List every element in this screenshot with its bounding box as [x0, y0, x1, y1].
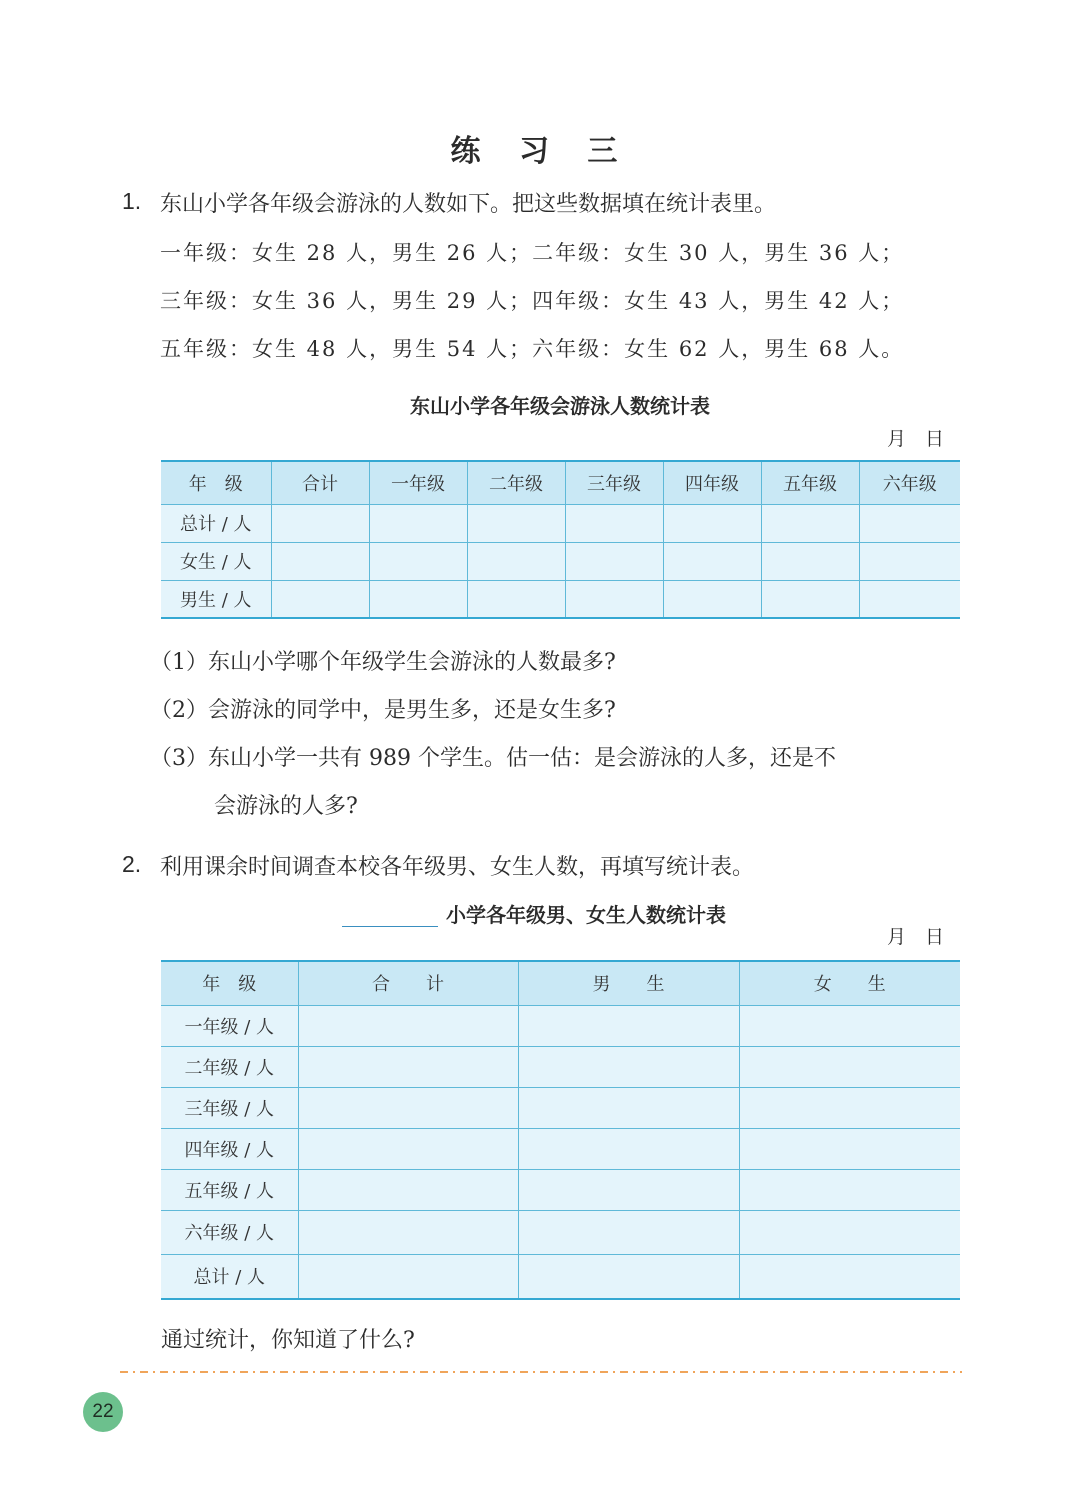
input-cell[interactable]	[859, 542, 960, 580]
header-cell: 四年级	[663, 461, 761, 504]
input-cell[interactable]	[663, 542, 761, 580]
q1-sub-question-1	[150, 645, 616, 676]
input-cell[interactable]	[739, 1046, 960, 1087]
input-cell[interactable]	[761, 504, 859, 542]
input-cell[interactable]	[859, 580, 960, 618]
input-cell[interactable]	[739, 1128, 960, 1169]
input-cell[interactable]	[739, 1169, 960, 1210]
input-cell[interactable]	[271, 504, 369, 542]
q1-date: 月 日	[887, 428, 945, 450]
sub-question-text: 会游泳的同学中，是男生多，还是女生多?	[208, 698, 616, 723]
input-cell[interactable]	[467, 542, 565, 580]
header-cell: 二年级	[467, 461, 565, 504]
q1-sub-question-2	[150, 693, 616, 724]
dotted-divider	[120, 1370, 962, 1374]
input-cell[interactable]	[298, 1210, 518, 1254]
q2-number: 2.	[122, 851, 142, 877]
input-cell[interactable]	[271, 580, 369, 618]
input-cell[interactable]	[565, 580, 663, 618]
row-label: 四年级 / 人	[161, 1128, 298, 1169]
page-number-badge	[83, 1392, 123, 1432]
input-cell[interactable]	[518, 1169, 739, 1210]
input-cell[interactable]	[565, 504, 663, 542]
row-label: 三年级 / 人	[161, 1087, 298, 1128]
header-cell: 三年级	[565, 461, 663, 504]
sub-question-text: 东山小学哪个年级学生会游泳的人数最多?	[208, 650, 616, 675]
q2-text: 利用课余时间调查本校各年级男、女生人数，再填写统计表。	[160, 855, 755, 880]
input-cell[interactable]	[565, 542, 663, 580]
row-label: 女生 / 人	[161, 542, 271, 580]
header-cell: 男 生	[518, 961, 739, 1005]
header-cell: 六年级	[859, 461, 960, 504]
sub-question-number: （1）	[150, 650, 208, 675]
row-label: 总计 / 人	[161, 1254, 298, 1299]
input-cell[interactable]	[859, 504, 960, 542]
input-cell[interactable]	[298, 1087, 518, 1128]
input-cell[interactable]	[739, 1087, 960, 1128]
sub-question-text: 东山小学一共有 989 个学生。估一估：是会游泳的人多，还是不	[208, 746, 836, 771]
input-cell[interactable]	[739, 1254, 960, 1299]
input-cell[interactable]	[298, 1128, 518, 1169]
row-label: 五年级 / 人	[161, 1169, 298, 1210]
input-cell[interactable]	[271, 542, 369, 580]
header-cell: 年 级	[161, 461, 271, 504]
input-cell[interactable]	[369, 580, 467, 618]
input-cell[interactable]	[298, 1169, 518, 1210]
input-cell[interactable]	[467, 580, 565, 618]
input-cell[interactable]	[518, 1254, 739, 1299]
header-cell: 一年级	[369, 461, 467, 504]
q1-text: 东山小学各年级会游泳的人数如下。把这些数据填在统计表里。	[160, 192, 777, 217]
input-cell[interactable]	[518, 1128, 739, 1169]
row-label: 总计 / 人	[161, 504, 271, 542]
row-label: 六年级 / 人	[161, 1210, 298, 1254]
input-cell[interactable]	[518, 1087, 739, 1128]
input-cell[interactable]	[663, 580, 761, 618]
input-cell[interactable]	[369, 504, 467, 542]
row-label: 男生 / 人	[161, 580, 271, 618]
input-cell[interactable]	[298, 1254, 518, 1299]
q1-sub-question-3	[150, 741, 836, 772]
school-name-blank[interactable]	[342, 902, 438, 927]
header-cell: 五年级	[761, 461, 859, 504]
page-title: 练 习 三	[450, 134, 632, 169]
header-cell: 合计	[271, 461, 369, 504]
input-cell[interactable]	[739, 1210, 960, 1254]
q2-table-caption: 小学各年级男、女生人数统计表	[446, 903, 726, 927]
q1-data-line-1: 一年级：女生 28 人，男生 26 人；二年级：女生 30 人，男生 36 人；	[160, 241, 905, 265]
q1-stat-table	[161, 460, 960, 619]
q2-stat-table	[161, 960, 960, 1300]
q2-closing-question: 通过统计，你知道了什么?	[161, 1328, 415, 1353]
input-cell[interactable]	[298, 1005, 518, 1046]
input-cell[interactable]	[518, 1210, 739, 1254]
header-cell: 年 级	[161, 961, 298, 1005]
input-cell[interactable]	[761, 542, 859, 580]
input-cell[interactable]	[518, 1005, 739, 1046]
input-cell[interactable]	[467, 504, 565, 542]
q1-data-line-3: 五年级：女生 48 人，男生 54 人；六年级：女生 62 人，男生 68 人。	[160, 337, 905, 361]
input-cell[interactable]	[518, 1046, 739, 1087]
input-cell[interactable]	[663, 504, 761, 542]
q2-date: 月 日	[887, 926, 945, 948]
row-label: 二年级 / 人	[161, 1046, 298, 1087]
q1-number: 1.	[122, 188, 142, 214]
row-label: 一年级 / 人	[161, 1005, 298, 1046]
input-cell[interactable]	[369, 542, 467, 580]
sub-question-number: （2）	[150, 698, 208, 723]
q1-table-caption: 东山小学各年级会游泳人数统计表	[410, 394, 710, 418]
input-cell[interactable]	[298, 1046, 518, 1087]
header-cell: 女 生	[739, 961, 960, 1005]
sub-question-number: （3）	[150, 746, 208, 771]
header-cell: 合 计	[298, 961, 518, 1005]
q1-sub-question-3-continued: 会游泳的人多?	[214, 794, 358, 819]
input-cell[interactable]	[761, 580, 859, 618]
q1-data-line-2: 三年级：女生 36 人，男生 29 人；四年级：女生 43 人，男生 42 人；	[160, 289, 905, 313]
input-cell[interactable]	[739, 1005, 960, 1046]
page-number: 22	[92, 1401, 114, 1422]
